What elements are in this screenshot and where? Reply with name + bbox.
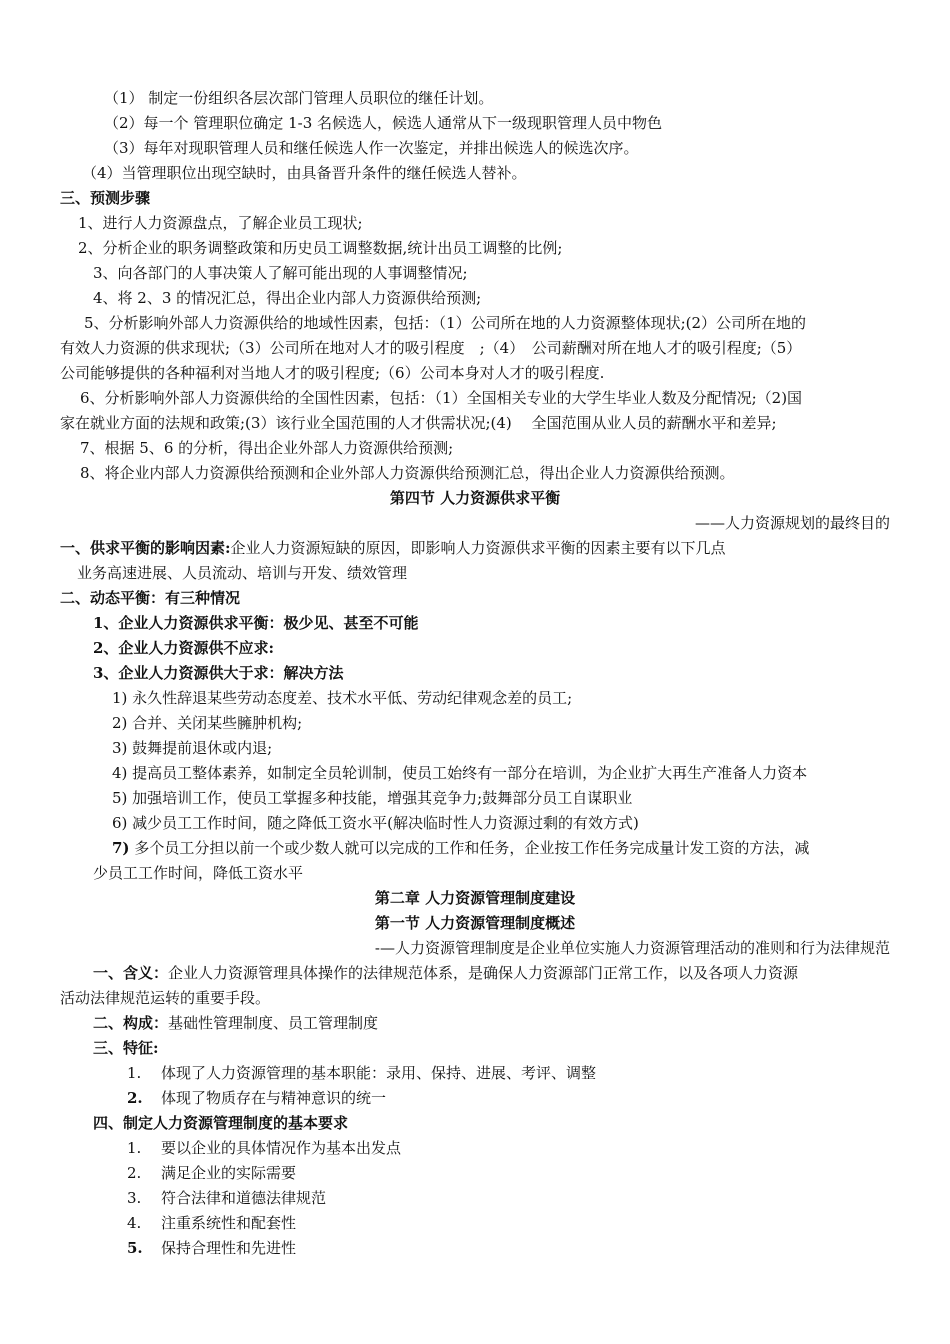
- requirement-text: 满足企业的实际需要: [161, 1164, 297, 1182]
- balance-case-2: 2、企业人力资源供不应求:: [93, 639, 274, 657]
- section4-subtitle: ——人力资源规划的最终目的: [694, 514, 890, 532]
- requirement-item-1: [127, 1136, 401, 1161]
- feature-number: 2.: [127, 1089, 143, 1107]
- composition-text: 基础性管理制度、员工管理制度: [168, 1014, 379, 1032]
- feature-number: 1.: [127, 1064, 142, 1082]
- forecast-step-8: 8、将企业内部人力资源供给预测和企业外部人力资源供给预测汇总，得出企业人力资源供给预测。: [80, 464, 735, 482]
- balance-factors-line: [60, 536, 726, 561]
- feature-item-1: [127, 1061, 596, 1086]
- section4-title: 第四节 人力资源供求平衡: [389, 489, 561, 507]
- surplus-method-3: 3) 鼓舞提前退休或内退;: [112, 739, 273, 757]
- succession-item-3: （3）每年对现职管理人员和继任候选人作一次鉴定，并排出候选人的候选次序。: [104, 139, 639, 157]
- chapter2-subtitle: -—人力资源管理制度是企业单位实施人力资源管理活动的准则和行为法律规范: [374, 939, 890, 957]
- surplus-method-1: 1) 永久性辞退某些劳动态度差、技术水平低、劳动纪律观念差的员工;: [112, 689, 573, 707]
- requirement-number: 1.: [127, 1139, 142, 1157]
- succession-item-1: （1） 制定一份组织各层次部门管理人员职位的继任计划。: [104, 89, 494, 107]
- requirement-text: 符合法律和道德法律规范: [161, 1189, 327, 1207]
- features-heading: 三、特征:: [93, 1039, 159, 1057]
- forecast-step-5-line1: 5、分析影响外部人力资源供给的地域性因素，包括：（1）公司所在地的人力资源整体现状;(2）公司所在地的: [84, 314, 807, 332]
- requirement-number: 2.: [127, 1164, 142, 1182]
- meaning-text: 企业人力资源管理具体操作的法律规范体系，是确保人力资源部门正常工作，以及各项人力资源: [168, 964, 799, 982]
- requirement-number: 4.: [127, 1214, 142, 1232]
- forecast-step-3: 3、向各部门的人事决策人了解可能出现的人事调整情况;: [93, 264, 468, 282]
- dynamic-balance-heading: 二、动态平衡：有三种情况: [60, 589, 241, 607]
- surplus-method-5: 5) 加强培训工作，使员工掌握多种技能，增强其竞争力;鼓舞部分员工自谋职业: [112, 789, 633, 807]
- forecast-step-5-line2: 有效人力资源的供求现状;（3）公司所在地对人才的吸引程度 ;（4） 公司薪酬对所在地人才的吸引程度;（5）: [60, 339, 802, 357]
- meaning-line1: [93, 961, 798, 986]
- requirement-text: 注重系统性和配套性: [161, 1214, 297, 1232]
- surplus-method-7-line1: [112, 836, 809, 861]
- meaning-line2: 活动法律规范运转的重要手段。: [60, 989, 271, 1007]
- forecast-step-6-line2: 家在就业方面的法规和政策;(3）该行业全国范围的人才供需状况;(4) 全国范围从业人员的薪酬水平和差异;: [60, 414, 777, 432]
- requirement-number: 5.: [127, 1239, 143, 1257]
- chapter2-title: 第二章 人力资源管理制度建设: [374, 889, 576, 907]
- surplus-method-2: 2) 合并、关闭某些臃肿机构;: [112, 714, 303, 732]
- requirement-number: 3.: [127, 1189, 142, 1207]
- forecast-step-6-line1: 6、分析影响外部人力资源供给的全国性因素，包括：（1）全国相关专业的大学生毕业人数及分配情况;（2)国: [80, 389, 803, 407]
- chapter2-section1-title: 第一节 人力资源管理制度概述: [374, 914, 576, 932]
- forecast-step-2: 2、分析企业的职务调整政策和历史员工调整数据,统计出员工调整的比例;: [78, 239, 563, 257]
- succession-item-2: （2）每一个 管理职位确定 1-3 名候选人，候选人通常从下一级现职管理人员中物色: [104, 114, 663, 132]
- feature-text: 体现了人力资源管理的基本职能：录用、保持、进展、考评、调整: [161, 1064, 597, 1082]
- surplus-method-7-number: 7): [112, 839, 130, 857]
- surplus-method-7-text: 多个员工分担以前一个或少数人就可以完成的工作和任务，企业按工作任务完成量计发工资的方法，减: [134, 839, 810, 857]
- requirement-text: 要以企业的具体情况作为基本出发点: [161, 1139, 402, 1157]
- requirements-heading: 四、制定人力资源管理制度的基本要求: [93, 1114, 349, 1132]
- forecast-step-7: 7、根据 5、6 的分析，得出企业外部人力资源供给预测;: [80, 439, 454, 457]
- balance-factors-text: 企业人力资源短缺的原因，即影响人力资源供求平衡的因素主要有以下几点: [230, 539, 726, 557]
- feature-item-2: [127, 1086, 386, 1111]
- balance-case-3: 3、企业人力资源供大于求：解决方法: [93, 664, 344, 682]
- feature-text: 体现了物质存在与精神意识的统一: [161, 1089, 387, 1107]
- succession-item-4: （4）当管理职位出现空缺时，由具备晋升条件的继任候选人替补。: [82, 164, 527, 182]
- surplus-method-6: 6) 减少员工工作时间，随之降低工资水平(解决临时性人力资源过剩的有效方式): [112, 814, 639, 832]
- balance-factors-heading: 一、供求平衡的影响因素:: [60, 539, 231, 557]
- balance-case-1: 1、企业人力资源供求平衡：极少见、甚至不可能: [93, 614, 419, 632]
- meaning-label: 一、含义：: [93, 964, 169, 982]
- composition-label: 二、构成：: [93, 1014, 169, 1032]
- forecast-step-4: 4、将 2、3 的情况汇总，得出企业内部人力资源供给预测;: [93, 289, 482, 307]
- forecast-step-5-line3: 公司能够提供的各种福利对当地人才的吸引程度;（6）公司本身对人才的吸引程度.: [60, 364, 605, 382]
- composition-line: [93, 1011, 378, 1036]
- balance-factors-list: 业务高速进展、人员流动、培训与开发、绩效管理: [77, 564, 408, 582]
- requirement-item-5: [127, 1236, 296, 1261]
- requirement-item-4: [127, 1211, 296, 1236]
- surplus-method-4: 4) 提高员工整体素养，如制定全员轮训制，使员工始终有一部分在培训，为企业扩大再生产准备人力资本: [112, 764, 808, 782]
- forecast-steps-heading: 三、预测步骤: [60, 189, 151, 207]
- forecast-step-1: 1、进行人力资源盘点，了解企业员工现状;: [78, 214, 363, 232]
- requirement-text: 保持合理性和先进性: [161, 1239, 297, 1257]
- surplus-method-7-line2: 少员工工作时间，降低工资水平: [93, 864, 304, 882]
- requirement-item-2: [127, 1161, 296, 1186]
- requirement-item-3: [127, 1186, 326, 1211]
